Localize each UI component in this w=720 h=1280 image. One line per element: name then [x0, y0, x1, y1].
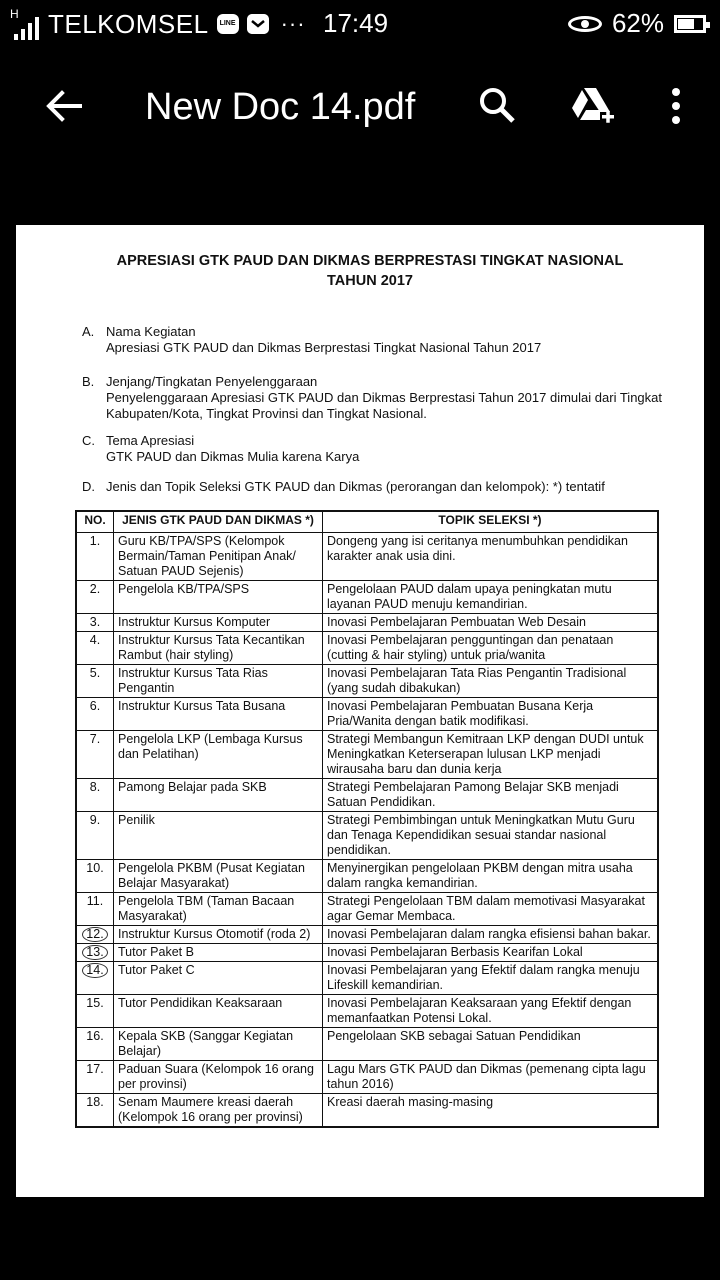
row-jenis: Tutor Paket B — [114, 944, 323, 962]
row-number — [76, 962, 114, 995]
row-number — [76, 893, 114, 926]
row-topik: Inovasi Pembelajaran pengguntingan dan penataan (cutting & hair styling) untuk pria/wanita — [323, 632, 659, 665]
search-button[interactable] — [474, 82, 522, 130]
table-row — [76, 1028, 658, 1061]
row-number-text: 17. — [86, 1062, 104, 1076]
status-right — [568, 8, 706, 39]
heading-year: TAHUN 2017 — [327, 273, 413, 289]
row-number-text: 16. — [86, 1029, 104, 1043]
row-number — [76, 812, 114, 860]
battery-percent: 62% — [611, 8, 664, 38]
heading-title: APRESIASI GTK PAUD DAN DIKMAS BERPRESTASI TINGKAT NASIONAL — [116, 253, 624, 269]
section-title: Nama Kegiatan — [106, 324, 196, 339]
row-jenis: Guru KB/TPA/SPS (Kelompok Bermain/Taman Penitipan Anak/ Satuan PAUD Sejenis) — [114, 533, 323, 581]
more-notifications-icon: ··· — [280, 11, 306, 36]
row-topik: Strategi Membangun Kemitraan LKP dengan DUDI untuk Meningkatkan Keterserapan lulusan LKP menjadi wirausaha baru dan dunia kerja — [323, 731, 659, 779]
drive-add-icon — [566, 82, 618, 130]
clock: 17:49 — [323, 8, 389, 38]
table-row — [76, 944, 658, 962]
row-number-text: 4. — [89, 633, 101, 647]
row-jenis: Instruktur Kursus Tata Rias Pengantin — [114, 665, 323, 698]
row-topik: Inovasi Pembelajaran Pembuatan Busana Kerja Pria/Wanita dengan batik modifikasi. — [323, 698, 659, 731]
row-number — [76, 731, 114, 779]
row-number — [76, 926, 114, 944]
row-jenis: Senam Maumere kreasi daerah (Kelompok 16 orang per provinsi) — [114, 1094, 323, 1128]
row-number — [76, 1028, 114, 1061]
row-number-text: 9. — [89, 813, 101, 827]
section-b — [82, 374, 662, 422]
row-topik: Kreasi daerah masing-masing — [323, 1094, 659, 1128]
add-to-drive-button[interactable] — [566, 82, 618, 130]
section-text: Penyelenggaraan Apresiasi GTK PAUD dan Dikmas Berprestasi Tahun 2017 dimulai dari Tingkat Kabupaten/Kota, Tingkat Provinsi dan Tingkat Nasional. — [106, 390, 662, 421]
line-app-icon: LINE — [217, 14, 239, 34]
row-topik: Pengelolaan PAUD dalam upaya peningkatan mutu layanan PAUD menuju kemandirian. — [323, 581, 659, 614]
selection-table — [75, 510, 659, 1128]
document-title: New Doc 14.pdf — [145, 86, 416, 128]
table-row — [76, 614, 658, 632]
header-no: NO. — [76, 511, 114, 533]
back-button[interactable] — [40, 82, 88, 130]
row-number — [76, 860, 114, 893]
header-topik: TOPIK SELEKSI *) — [323, 511, 659, 533]
section-text: GTK PAUD dan Dikmas Mulia karena Karya — [106, 449, 360, 464]
table-row — [76, 731, 658, 779]
table-row — [76, 1061, 658, 1094]
row-jenis: Instruktur Kursus Tata Kecantikan Rambut (hair styling) — [114, 632, 323, 665]
row-topik: Inovasi Pembelajaran Tata Rias Pengantin Tradisional (yang sudah dibakukan) — [323, 665, 659, 698]
table-row — [76, 533, 658, 581]
row-jenis: Instruktur Kursus Otomotif (roda 2) — [114, 926, 323, 944]
table-row — [76, 995, 658, 1028]
row-topik: Menyinergikan pengelolaan PKBM dengan mitra usaha dalam rangka kemandirian. — [323, 860, 659, 893]
row-number — [76, 581, 114, 614]
table-row — [76, 893, 658, 926]
section-title: Tema Apresiasi — [106, 433, 195, 448]
search-icon — [474, 82, 522, 130]
section-letter: B. — [82, 374, 95, 389]
row-number — [76, 665, 114, 698]
network-type-indicator: H — [10, 7, 19, 21]
row-topik: Strategi Pembelajaran Pamong Belajar SKB menjadi Satuan Pendidikan. — [323, 779, 659, 812]
row-topik: Dongeng yang isi ceritanya menumbuhkan pendidikan karakter anak usia dini. — [323, 533, 659, 581]
row-number-text: 10. — [86, 861, 104, 875]
section-title: Jenis dan Topik Seleksi GTK PAUD dan Dikmas (perorangan dan kelompok): *) tentatif — [106, 479, 605, 494]
row-number-text: 12. — [82, 927, 107, 942]
row-jenis: Pengelola KB/TPA/SPS — [114, 581, 323, 614]
row-jenis: Pengelola LKP (Lembaga Kursus dan Pelatihan) — [114, 731, 323, 779]
row-jenis: Kepala SKB (Sanggar Kegiatan Belajar) — [114, 1028, 323, 1061]
more-options-button[interactable] — [660, 82, 692, 130]
battery-icon — [674, 15, 706, 33]
row-topik: Inovasi Pembelajaran yang Efektif dalam rangka menuju Lifeskill kemandirian. — [323, 962, 659, 995]
row-topik: Pengelolaan SKB sebagai Satuan Pendidikan — [323, 1028, 659, 1061]
row-topik: Inovasi Pembelajaran dalam rangka efisiensi bahan bakar. — [323, 926, 659, 944]
table-header-row — [76, 511, 658, 533]
table-row — [76, 698, 658, 731]
table-row — [76, 632, 658, 665]
section-a — [82, 324, 662, 356]
table-row — [76, 665, 658, 698]
table-row — [76, 962, 658, 995]
eye-comfort-icon — [568, 16, 602, 32]
row-number — [76, 1061, 114, 1094]
section-text: Apresiasi GTK PAUD dan Dikmas Berprestasi Tingkat Nasional Tahun 2017 — [106, 340, 542, 355]
row-number-text: 7. — [89, 732, 101, 746]
app-bar — [0, 52, 720, 162]
status-left — [10, 8, 306, 40]
section-title: Jenjang/Tingkatan Penyelenggaraan — [106, 374, 318, 389]
row-topik: Lagu Mars GTK PAUD dan Dikmas (pemenang cipta lagu tahun 2016) — [323, 1061, 659, 1094]
row-number-text: 13. — [82, 945, 107, 960]
row-number — [76, 779, 114, 812]
row-topik: Inovasi Pembelajaran Berbasis Kearifan Lokal — [323, 944, 659, 962]
row-number-text: 11. — [86, 894, 104, 908]
row-number — [76, 944, 114, 962]
row-number — [76, 614, 114, 632]
mail-notification-icon — [247, 14, 269, 34]
more-vert-icon — [660, 82, 692, 130]
row-number-text: 1. — [89, 534, 101, 548]
table-row — [76, 926, 658, 944]
row-number-text: 3. — [89, 615, 101, 629]
row-number — [76, 1094, 114, 1128]
row-number — [76, 533, 114, 581]
table-body — [76, 533, 658, 1128]
table-row — [76, 779, 658, 812]
section-letter: C. — [82, 433, 95, 448]
row-jenis: Pengelola PKBM (Pusat Kegiatan Belajar Masyarakat) — [114, 860, 323, 893]
table-row — [76, 812, 658, 860]
row-number-text: 5. — [89, 666, 101, 680]
row-topik: Inovasi Pembelajaran Keaksaraan yang Efektif dengan memanfaatkan Potensi Lokal. — [323, 995, 659, 1028]
row-number-text: 14. — [82, 963, 107, 978]
status-bar — [0, 0, 720, 52]
row-topik: Strategi Pembimbingan untuk Meningkatkan Mutu Guru dan Tenaga Kependidikan sesuai standar nasional pendidikan. — [323, 812, 659, 860]
section-c — [82, 433, 662, 465]
document-heading — [76, 251, 664, 291]
row-number — [76, 995, 114, 1028]
carrier-name: TELKOMSEL — [48, 8, 209, 39]
section-letter: A. — [82, 324, 95, 339]
section-letter: D. — [82, 479, 95, 494]
row-number-text: 8. — [89, 780, 101, 794]
row-jenis: Tutor Pendidikan Keaksaraan — [114, 995, 323, 1028]
table-row — [76, 581, 658, 614]
section-d — [82, 479, 662, 495]
row-number — [76, 632, 114, 665]
row-number-text: 15. — [86, 996, 104, 1010]
header-jenis: JENIS GTK PAUD DAN DIKMAS *) — [114, 511, 323, 533]
pdf-page[interactable] — [16, 225, 704, 1197]
row-number-text: 2. — [89, 582, 101, 596]
row-jenis: Instruktur Kursus Tata Busana — [114, 698, 323, 731]
row-jenis: Pamong Belajar pada SKB — [114, 779, 323, 812]
row-topik: Inovasi Pembelajaran Pembuatan Web Desain — [323, 614, 659, 632]
row-jenis: Tutor Paket C — [114, 962, 323, 995]
table-row — [76, 860, 658, 893]
row-jenis: Paduan Suara (Kelompok 16 orang per provinsi) — [114, 1061, 323, 1094]
row-jenis: Instruktur Kursus Komputer — [114, 614, 323, 632]
row-number-text: 18. — [86, 1095, 104, 1109]
table-row — [76, 1094, 658, 1128]
row-number — [76, 698, 114, 731]
row-jenis: Pengelola TBM (Taman Bacaan Masyarakat) — [114, 893, 323, 926]
arrow-left-icon — [40, 82, 88, 130]
row-jenis: Penilik — [114, 812, 323, 860]
row-topik: Strategi Pengelolaan TBM dalam memotivasi Masyarakat agar Gemar Membaca. — [323, 893, 659, 926]
row-number-text: 6. — [89, 699, 101, 713]
